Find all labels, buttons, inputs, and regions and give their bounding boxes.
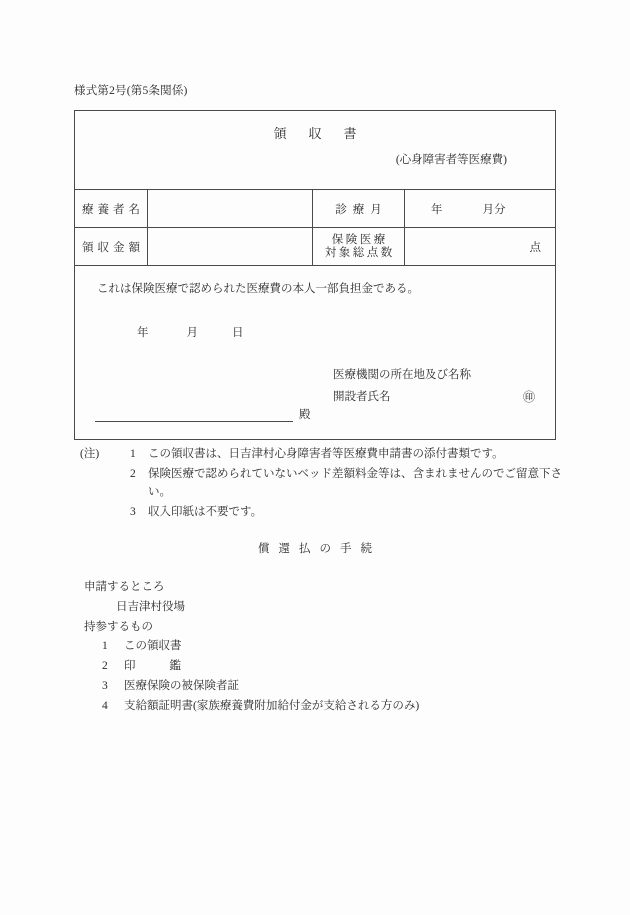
title-band xyxy=(75,111,555,189)
list-item-number: 1 xyxy=(102,640,108,653)
note-item xyxy=(80,504,580,521)
seal-stamp-icon: ㊞ xyxy=(523,390,536,404)
patient-name-label: 療養者名 xyxy=(82,203,144,216)
note-number: 1 xyxy=(130,448,136,460)
issuer-block xyxy=(333,366,536,410)
patient-name-field[interactable] xyxy=(147,190,312,227)
note-number: 2 xyxy=(130,468,136,481)
issuer-name-label: 開設者氏名 xyxy=(333,391,391,403)
statement-text: これは保険医療で認められた医療費の本人一部負担金である。 xyxy=(97,283,419,295)
procedure-heading: 償還払の手続 xyxy=(258,543,381,555)
list-item xyxy=(102,637,419,657)
list-item-text: 医療保険の被保険者証 xyxy=(124,679,239,692)
receipt-amount-label: 領収金額 xyxy=(82,241,144,254)
points-unit-label: 点 xyxy=(529,241,541,254)
apply-where-value: 日吉津村役場 xyxy=(116,600,185,613)
issue-date-line: 年 月 日 xyxy=(137,327,244,339)
list-item-number: 3 xyxy=(102,679,108,692)
page-subtitle: (心身障害者等医療費) xyxy=(395,154,507,166)
page-title: 領収書 xyxy=(273,126,379,141)
bring-items-list xyxy=(84,637,419,716)
addressee-write-line[interactable] xyxy=(95,407,293,422)
treatment-month-label: 診療月 xyxy=(312,190,404,227)
note-number: 3 xyxy=(130,505,136,518)
issuer-name-row xyxy=(333,388,536,410)
bring-items-label: 持参するもの xyxy=(84,620,153,633)
treatment-month-field[interactable] xyxy=(404,190,555,227)
list-item-number: 2 xyxy=(102,660,108,673)
notes-tag-label: (注) xyxy=(80,448,100,460)
note-text: この領収書は、日吉津村心身障害者等医療費申請書の添付書類です。 xyxy=(148,448,504,460)
receipt-form-box xyxy=(74,110,556,440)
list-item-text: この領収書 xyxy=(124,640,182,653)
list-item-text: 印 鑑 xyxy=(124,660,181,673)
statement-area xyxy=(75,265,555,444)
table-row xyxy=(75,189,555,227)
insurance-total-points-field[interactable] xyxy=(404,228,555,265)
note-text: 保険医療で認められていないベッド差額料金等は、含まれませんのでご留意下さい。 xyxy=(148,468,562,498)
apply-where-label: 申請するところ xyxy=(84,581,165,593)
notes-section xyxy=(80,446,580,524)
receipt-amount-field[interactable] xyxy=(147,228,312,265)
treatment-month-value: 年 月分 xyxy=(431,203,506,216)
list-item-number: 4 xyxy=(102,699,108,712)
insurance-total-points-label: 保険医療 対象総点数 xyxy=(312,228,404,265)
addressee-row xyxy=(95,407,311,422)
note-item xyxy=(80,446,580,463)
note-text: 収入印紙は不要です。 xyxy=(148,505,263,518)
form-number-label: 様式第2号(第5条関係) xyxy=(74,85,188,97)
note-item xyxy=(80,466,580,501)
list-item-text: 支給額証明書(家族療養費附加給付金が支給される方のみ) xyxy=(124,699,420,712)
list-item xyxy=(102,657,419,677)
table-row xyxy=(75,227,555,265)
issuer-address-label: 医療機関の所在地及び名称 xyxy=(333,369,471,381)
list-item xyxy=(102,677,419,697)
addressee-suffix-label: 殿 xyxy=(299,408,311,421)
list-item xyxy=(102,697,419,717)
procedure-body xyxy=(84,578,419,716)
